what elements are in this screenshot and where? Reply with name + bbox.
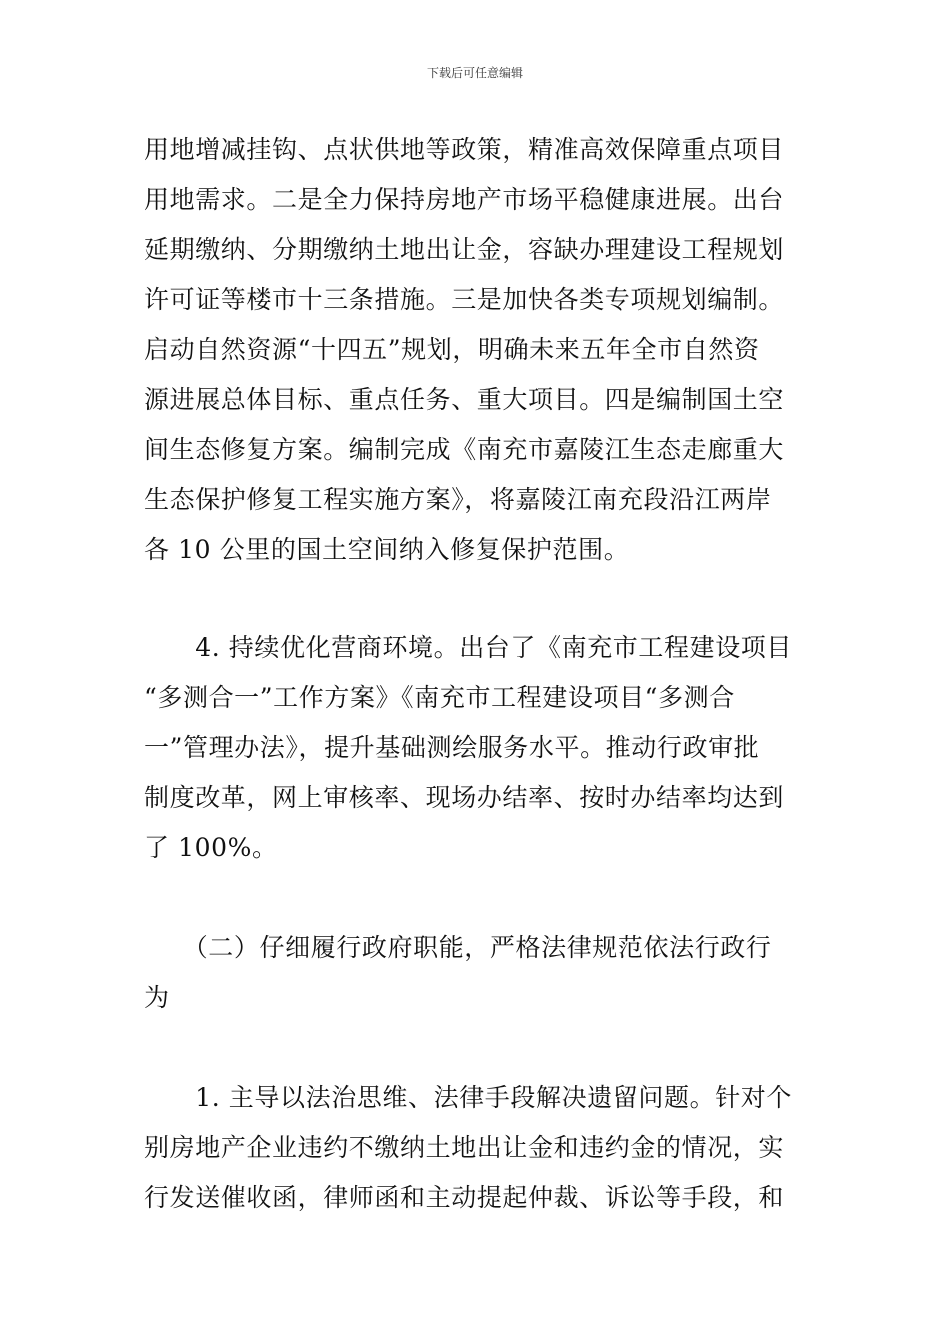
text-line: 许可证等楼市十三条措施。三是加快各类专项规划编制。 [144,285,785,314]
text-line: 了 100%。 [144,833,278,862]
text-line: 4. 持续优化营商环境。出台了《南充市工程建设项目 [144,633,793,662]
text-line: 一”管理办法》，提升基础测绘服务水平。推动行政审批 [144,733,760,762]
text-line: 延期缴纳、分期缴纳土地出让金，容缺办理建设工程规划 [144,235,785,264]
text-line: 1. 主导以法治思维、法律手段解决遗留问题。针对个 [144,1083,793,1112]
text-line: “多测合一”工作方案》《南充市工程建设项目“多测合 [144,683,735,712]
text-line: 用地需求。二是全力保持房地产市场平稳健康进展。出台 [144,185,785,214]
text-line: 源进展总体目标、重点任务、重大项目。四是编制国土空 [144,385,785,414]
section-heading-line: （二）仔细履行政府职能，严格法律规范依法行政行 [144,933,772,962]
text-line: 行发送催收函，律师函和主动提起仲裁、诉讼等手段，和 [144,1183,785,1212]
text-line: 间生态修复方案。编制完成《南充市嘉陵江生态走廊重大 [144,435,785,464]
page-header-note: 下载后可任意编辑 [426,66,523,80]
text-line: 各 10 公里的国土空间纳入修复保护范围。 [144,535,630,564]
text-line: 制度改革，网上审核率、现场办结率、按时办结率均达到 [144,783,785,812]
text-line: 启动自然资源“十四五”规划，明确未来五年全市自然资 [144,335,760,364]
text-line: 别房地产企业违约不缴纳土地出让金和违约金的情况，实 [144,1133,785,1162]
section-heading-line: 为 [144,983,170,1012]
text-line: 生态保护修复工程实施方案》，将嘉陵江南充段沿江两岸 [144,485,772,514]
text-line: 用地增减挂钩、点状供地等政策，精准高效保障重点项目 [144,135,785,164]
